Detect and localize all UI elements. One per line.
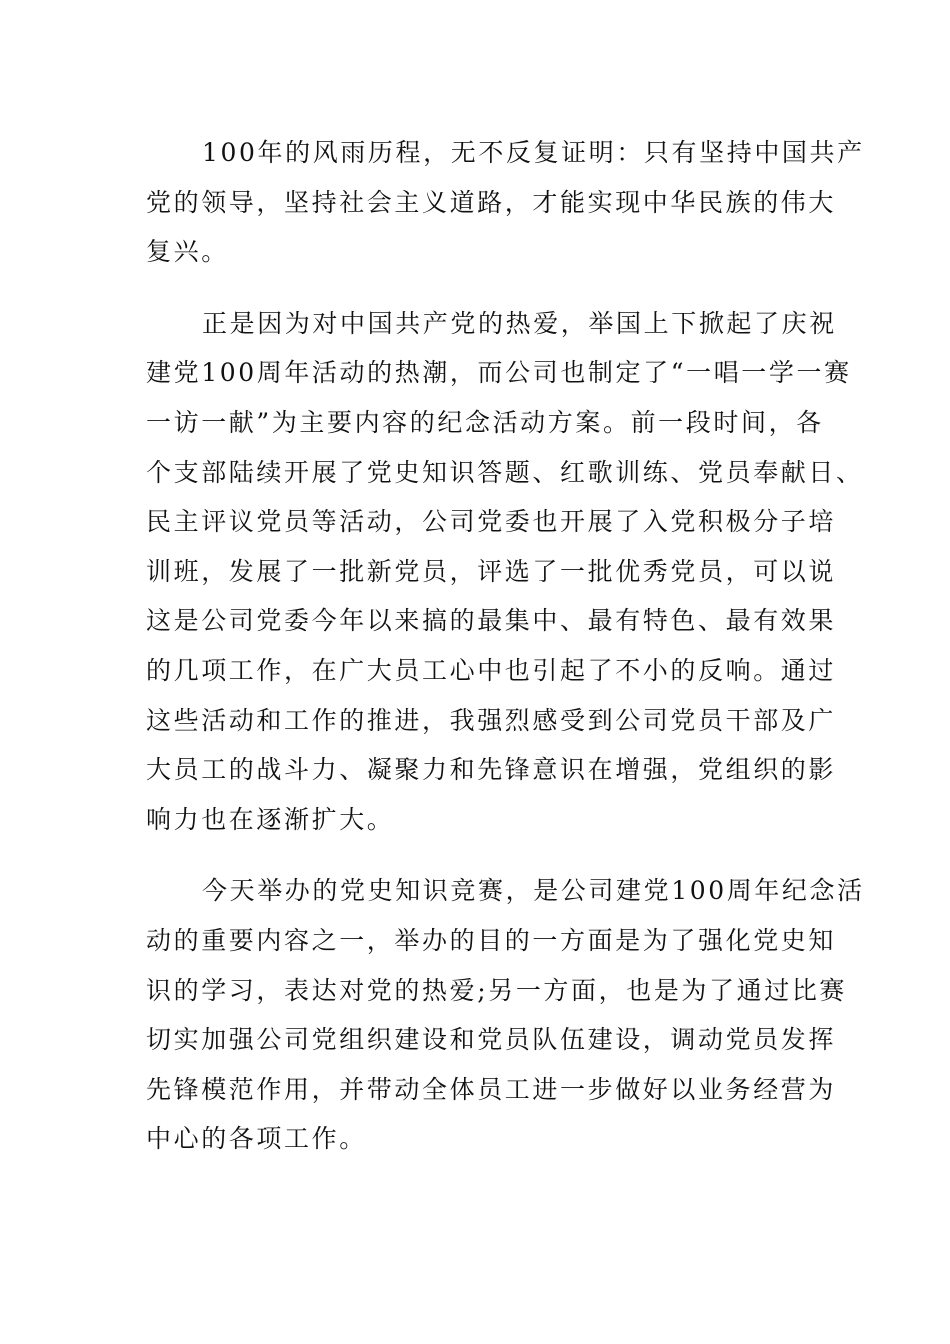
- paragraph-line: 切实加强公司党组织建设和党员队伍建设，调动党员发挥: [146, 1025, 837, 1055]
- paragraph-line: 的几项工作，在广大员工心中也引起了不小的反响。通过: [146, 655, 837, 685]
- paragraph-line: 中心的各项工作。: [146, 1124, 367, 1154]
- paragraph-line: 训班，发展了一批新党员，评选了一批优秀党员，可以说: [146, 556, 837, 586]
- paragraph-line: 识的学习，表达对党的热爱;另一方面，也是为了通过比赛: [146, 975, 848, 1005]
- paragraph-line: 正是因为对中国共产党的热爱，举国上下掀起了庆祝: [202, 308, 837, 338]
- paragraph-line: 党的领导，坚持社会主义道路，才能实现中华民族的伟大: [146, 187, 837, 217]
- paragraph-line: 大员工的战斗力、凝聚力和先锋意识在增强，党组织的影: [146, 755, 837, 785]
- paragraph-line: 复兴。: [146, 237, 229, 267]
- paragraph-line: 动的重要内容之一，举办的目的一方面是为了强化党史知: [146, 925, 837, 955]
- paragraph-line: 这是公司党委今年以来搞的最集中、最有特色、最有效果: [146, 606, 837, 636]
- paragraph-2: [146, 299, 864, 845]
- paragraph-3: [146, 866, 865, 1164]
- paragraph-line: 建党100周年活动的热潮，而公司也制定了“一唱一学一赛: [146, 358, 852, 388]
- paragraph-line: 100年的风雨历程，无不反复证明：只有坚持中国共产: [202, 138, 865, 167]
- paragraph-1: [146, 128, 865, 277]
- paragraph-line: 民主评议党员等活动，公司党委也开展了入党积极分子培: [146, 507, 837, 537]
- document-body: [146, 128, 865, 1186]
- paragraph-line: 今天举办的党史知识竞赛，是公司建党100周年纪念活: [202, 876, 865, 906]
- paragraph-line: 一访一献”为主要内容的纪念活动方案。前一段时间，各: [146, 407, 824, 437]
- paragraph-line: 这些活动和工作的推进，我强烈感受到公司党员干部及广: [146, 705, 837, 735]
- paragraph-line: 个支部陆续开展了党史知识答题、红歌训练、党员奉献日、: [146, 457, 864, 487]
- paragraph-line: 先锋模范作用，并带动全体员工进一步做好以业务经营为: [146, 1074, 837, 1104]
- paragraph-line: 响力也在逐渐扩大。: [146, 804, 395, 834]
